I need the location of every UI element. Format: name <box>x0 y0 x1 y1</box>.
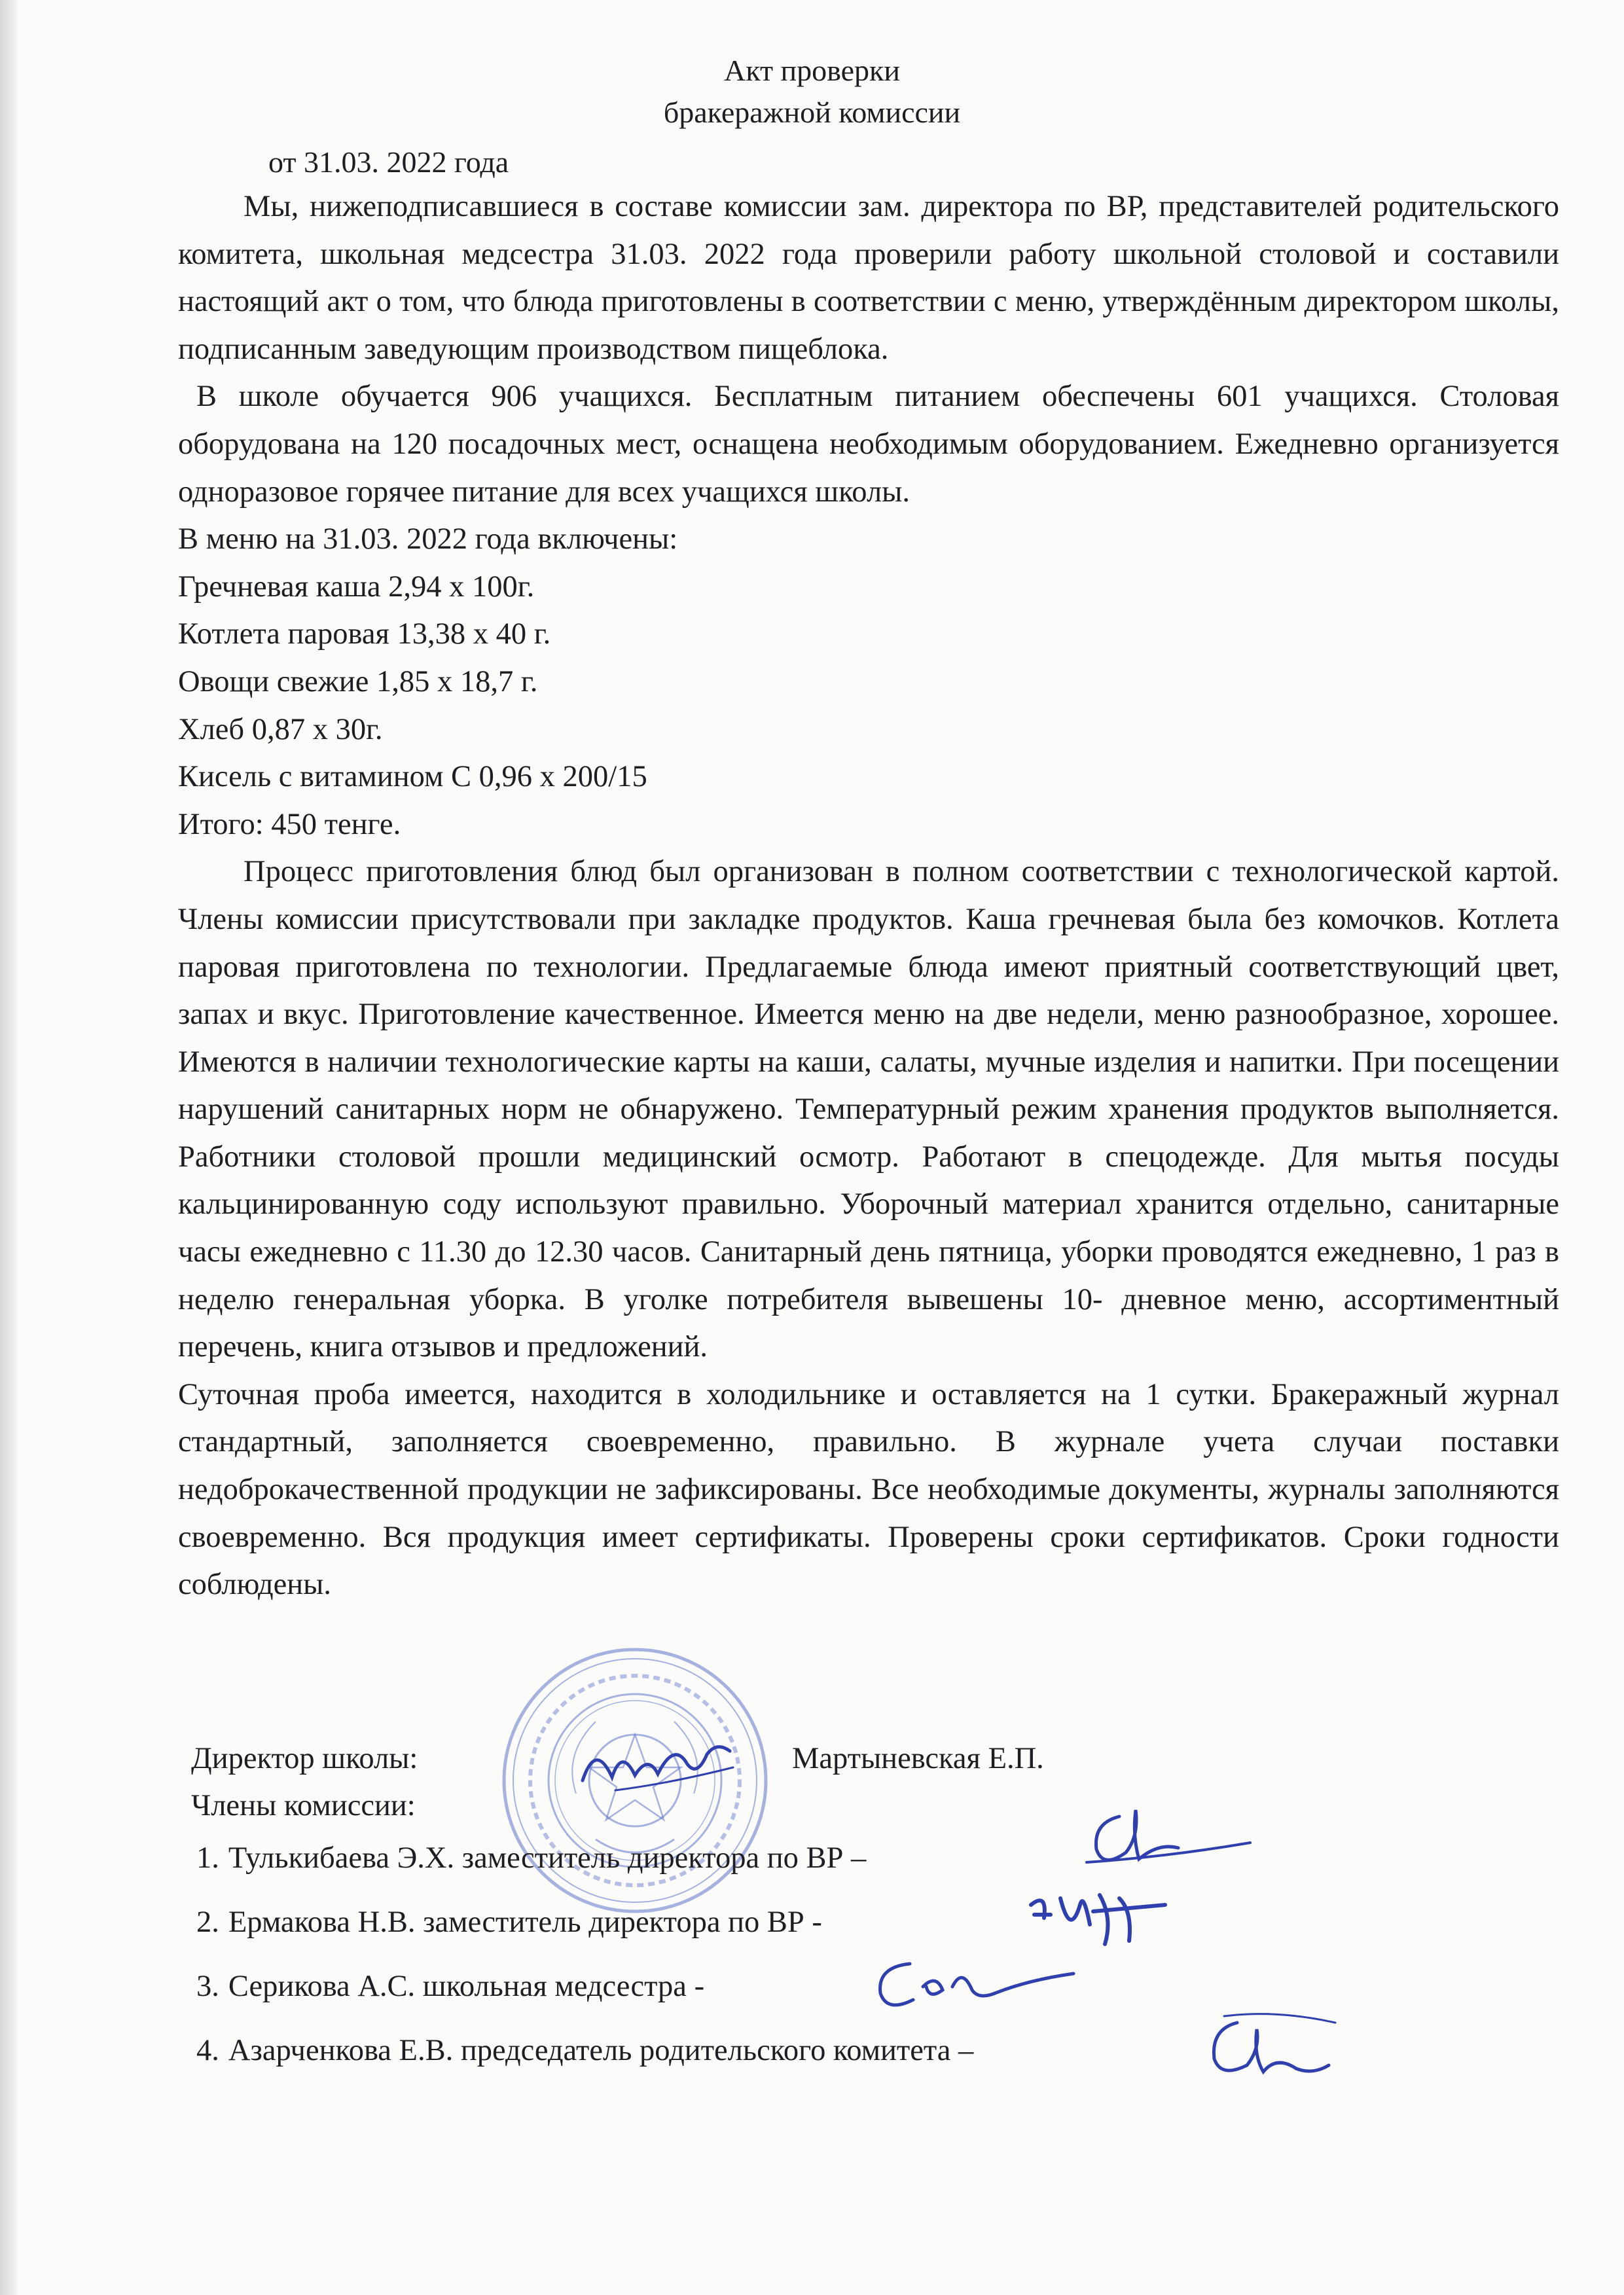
menu-item: Овощи свежие 1,85 х 18,7 г. <box>178 664 538 698</box>
document-body <box>178 183 1559 1609</box>
director-row <box>191 1741 1500 1788</box>
member-text: Ермакова Н.В. заместитель директора по ВР - <box>228 1906 822 1939</box>
menu-item: Котлета паровая 13,38 х 40 г. <box>178 617 551 651</box>
member-row <box>196 1969 704 2004</box>
member-2-signature <box>1021 1879 1191 1951</box>
paragraph-process: Процесс приготовления блюд был организован в полном соответствии с технологической картой. Члены комиссии присутствовали при закладке продуктов. Каша гречневая была без комочков. Котлета паровая приготовлена по технологии. Предлагаемые блюда имеют приятный соответствующий цвет, запах и вкус. Приготовление качественное. Имеется меню на две недели, меню разнообразное, хорошее. Имеются в наличии технологические карты на каши, салаты, мучные изделия и напитки. При посещении нарушений санитарных норм не обнаружено. Температурный режим хранения продуктов выполняется. Работники столовой прошли медицинский осмотр. Работают в спецодежде. Для мытья посуды кальцинированную соду используют правильно. Уборочный материал хранится отдельно, санитарные часы ежедневно с 11.30 до 12.30 часов. Санитарный день пятница, уборки проводятся ежедневно, 1 раз в неделю генеральная уборка. В уголке потребителя вывешены 10- дневное меню, ассортиментный перечень, книга отзывов и предложений. <box>178 855 1559 1364</box>
director-name: Мартыневская Е.П. <box>792 1742 1044 1775</box>
document-date: от 31.03. 2022 года <box>268 145 509 179</box>
menu-list <box>178 564 1559 801</box>
document-subtitle: бракеражной комиссии <box>663 96 961 129</box>
paragraph-intro: Мы, нижеподписавшиеся в составе комиссии зам. директора по ВР, представителей родительского комитета, школьная медсестра 31.03. 2022 года проверили работу школьной столовой и составили настоящий акт о том, что блюда приготовлены в соответствии с меню, утверждённым директором школы, подписанным заведующим производством пищеблока. <box>178 190 1559 366</box>
member-number: 2. <box>196 1906 219 1939</box>
menu-total: Итого: 450 тенге. <box>178 807 401 841</box>
scan-edge <box>0 0 17 2295</box>
member-4-signature <box>1198 2003 1355 2088</box>
member-text: Серикова А.С. школьная медсестра - <box>228 1970 705 2003</box>
paragraph-school: В школе обучается 906 учащихся. Бесплатным питанием обеспечены 601 учащихся. Столовая оборудована на 120 посадочных мест, оснащена необходимым оборудованием. Ежедневно организуется одноразовое горячее питание для всех учащихся школы. <box>178 380 1559 509</box>
paragraph-sample: Суточная проба имеется, находится в холодильнике и оставляется на 1 сутки. Бракеражный журнал стандартный, заполняется своевременно, правильно. В журнале учета случаи поставки недоброкачественной продукции не зафиксированы. Все необходимые документы, журналы заполняются своевременно. Вся продукция имеет сертификаты. Проверены сроки сертификатов. Сроки годности соблюдены. <box>178 1377 1559 1602</box>
member-3-signature <box>864 1947 1080 2019</box>
member-1-signature <box>1074 1797 1257 1875</box>
menu-item: Гречневая каша 2,94 х 100г. <box>178 569 535 604</box>
member-text: Азарченкова Е.В. председатель родительского комитета – <box>228 2034 974 2067</box>
director-label: Директор школы: <box>191 1742 418 1775</box>
member-number: 4. <box>196 2034 219 2067</box>
member-row <box>196 1905 822 1940</box>
menu-item: Хлеб 0,87 х 30г. <box>178 712 383 746</box>
member-row <box>196 2033 973 2068</box>
document-title: Акт проверки <box>723 54 900 87</box>
member-number: 3. <box>196 1970 219 2003</box>
menu-heading: В меню на 31.03. 2022 года включены: <box>178 522 678 556</box>
members-label: Члены комиссии: <box>191 1789 416 1822</box>
menu-item: Кисель с витамином С 0,96 х 200/15 <box>178 760 647 794</box>
member-text: Тулькибаева Э.Х. заместитель директора по ВР – <box>228 1841 867 1875</box>
member-number: 1. <box>196 1841 219 1875</box>
member-row <box>196 1841 866 1875</box>
